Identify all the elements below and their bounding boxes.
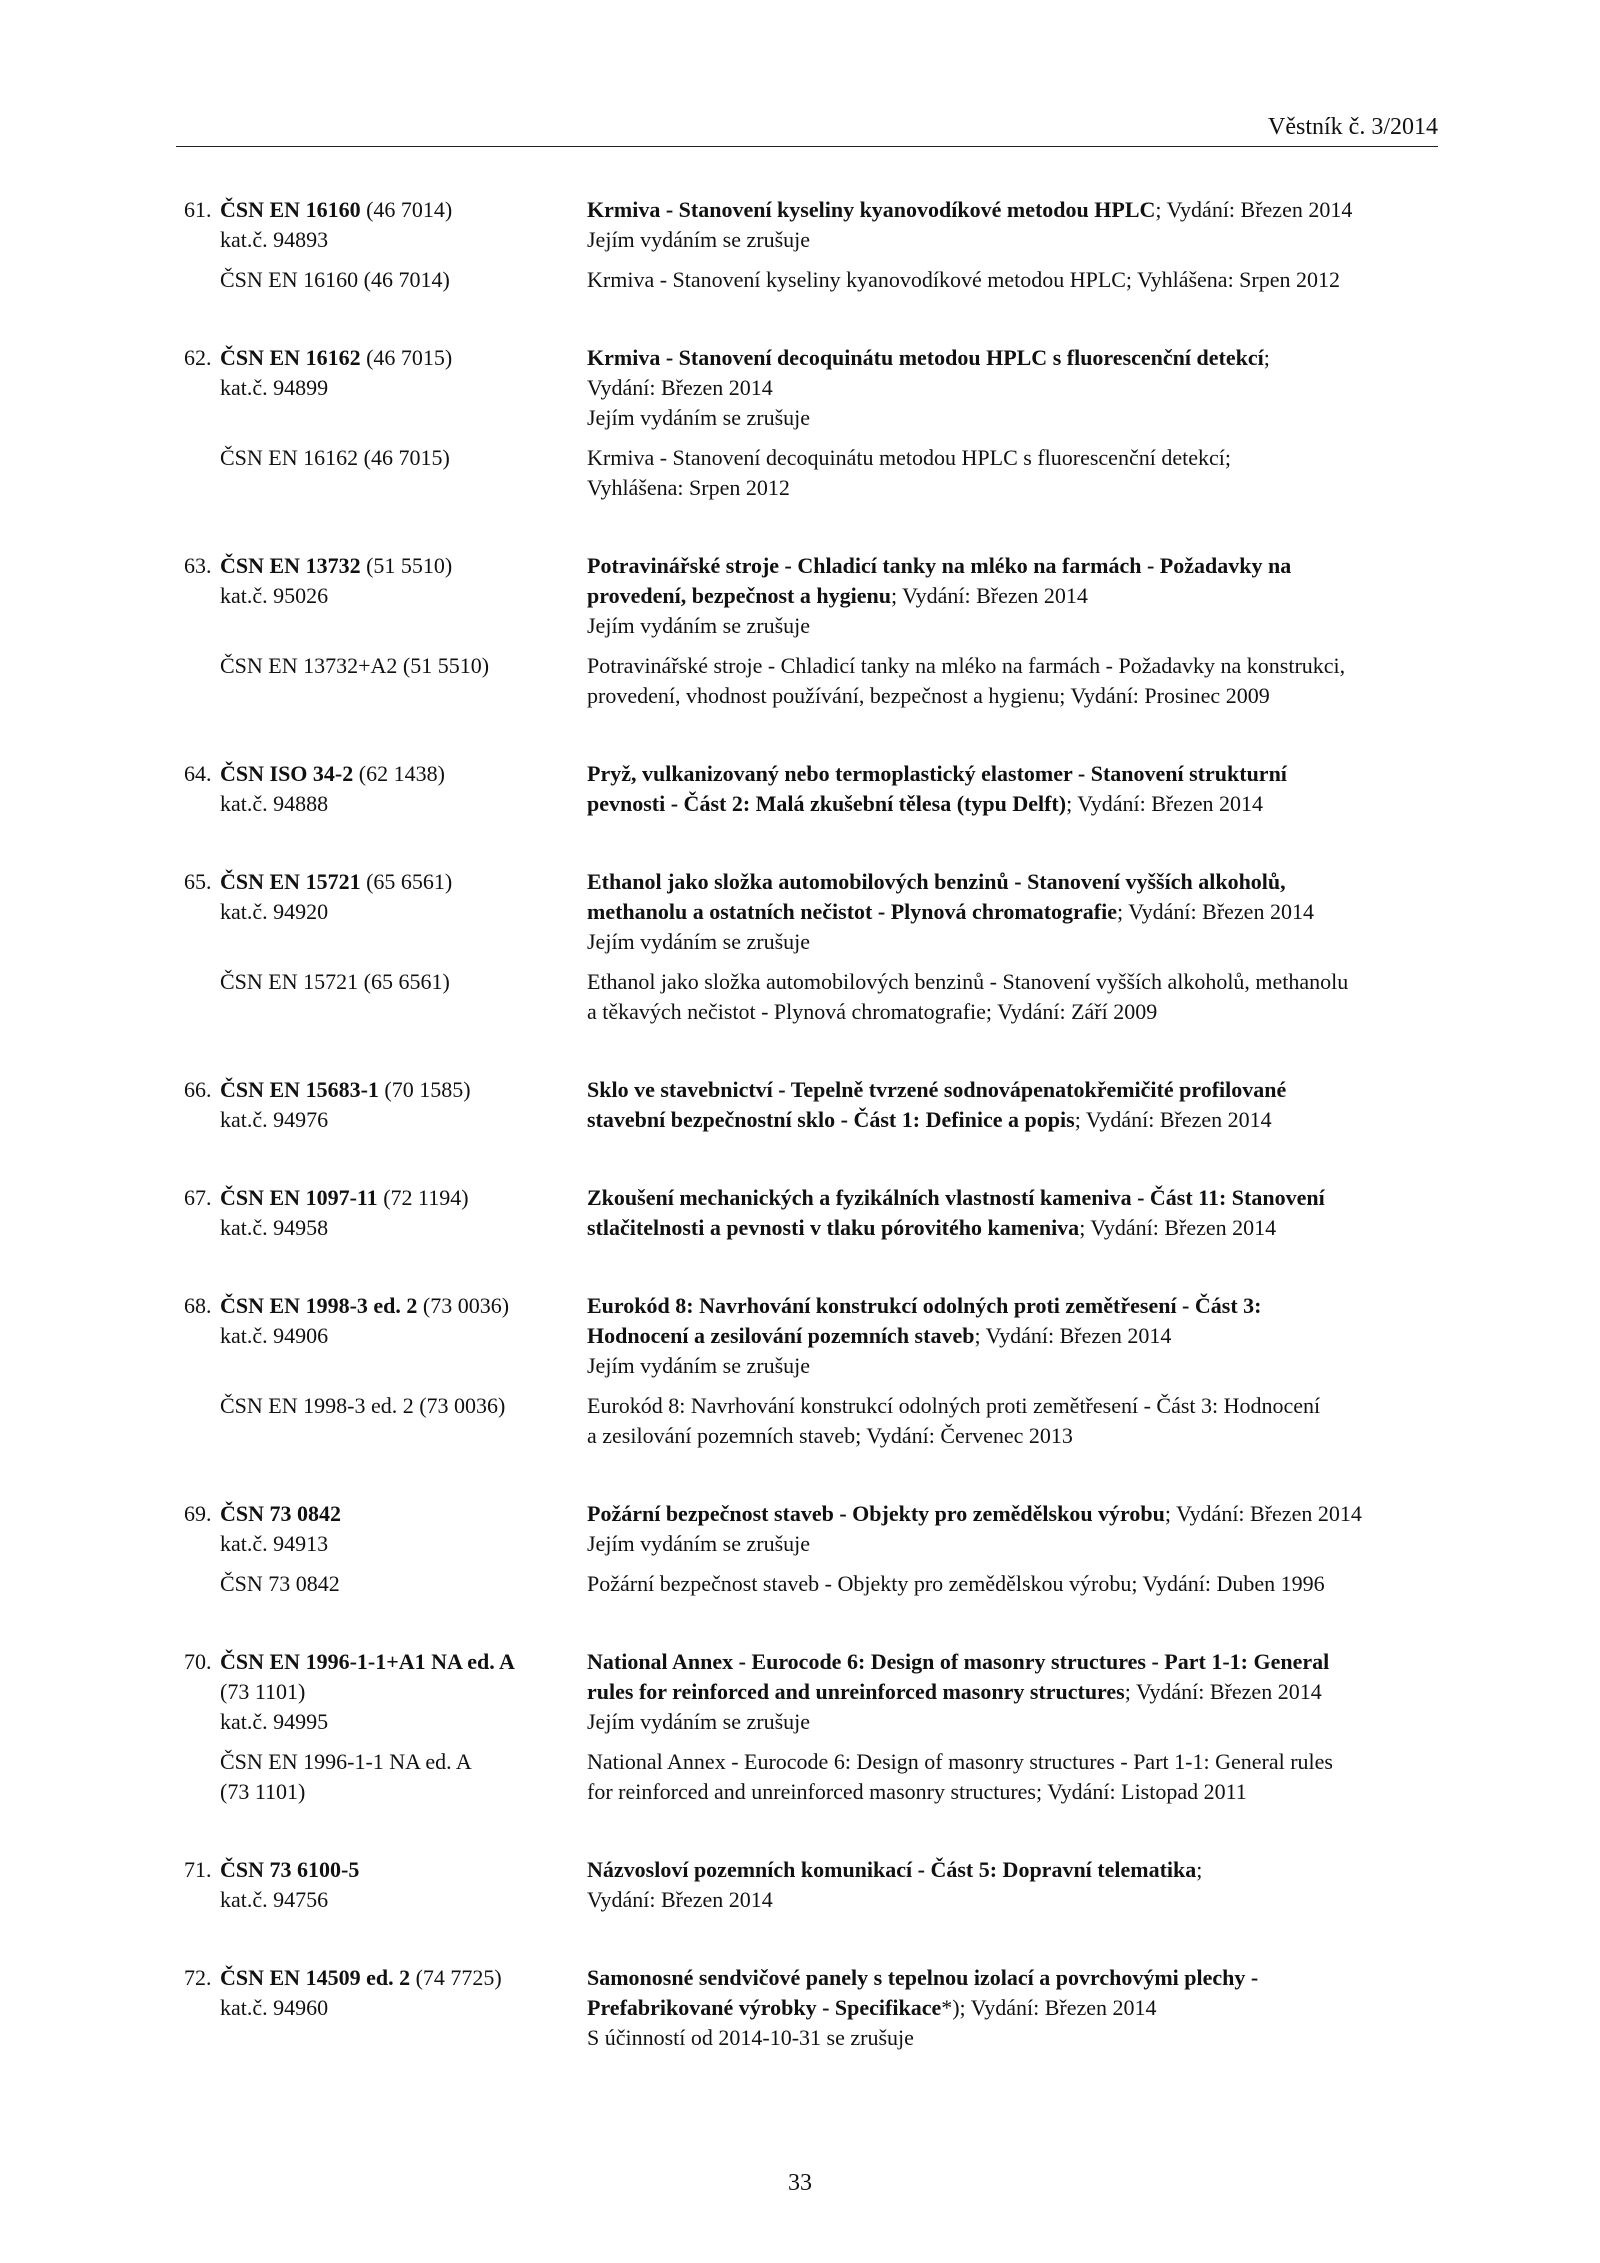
catalog-number: kat.č. 94888 (220, 791, 329, 816)
standard-code (184, 551, 587, 581)
standard-title-rest: ; (1196, 1857, 1203, 1882)
superseded-title-line: National Annex - Eurocode 6: Design of masonry structures - Part 1-1: General rules (587, 1749, 1333, 1774)
standard-title-line (587, 1213, 1439, 1243)
entry-left-column (184, 1855, 587, 1915)
replacement-note: Jejím vydáním se zrušuje (587, 1353, 811, 1378)
standard-title-line (587, 897, 1439, 927)
superseded-code: ČSN EN 13732+A2 (51 5510) (220, 653, 490, 678)
standard-code-bold: ČSN EN 1097-11 (220, 1185, 378, 1210)
standard-title-line (587, 343, 1439, 373)
standard-entry (184, 759, 1439, 819)
superseded-row (184, 1569, 1439, 1599)
entry-left-column (184, 867, 587, 957)
standard-title-bold: pevnosti - Část 2: Malá zkušební tělesa (typu Delft) (587, 791, 1067, 816)
standard-code (184, 1183, 587, 1213)
superseded-title-line: Vyhlášena: Srpen 2012 (587, 475, 790, 500)
superseded-left-column (184, 1569, 587, 1599)
entry-right-column (587, 1963, 1439, 2053)
standard-title-bold: Krmiva - Stanovení kyseliny kyanovodíkové metodou HPLC (587, 197, 1156, 222)
entry-main-row (184, 1183, 1439, 1243)
entry-main-row (184, 1647, 1439, 1737)
standard-title-line (587, 1075, 1439, 1105)
entry-number: 65. (184, 869, 212, 894)
entry-left-column (184, 1291, 587, 1381)
standard-title-bold: stlačitelnosti a pevnosti v tlaku pórovitého kameniva (587, 1215, 1080, 1240)
entry-main-row (184, 343, 1439, 433)
catalog-number: kat.č. 94906 (220, 1323, 329, 1348)
standard-code-class: (73 0036) (417, 1293, 510, 1318)
standards-list (184, 195, 1439, 2101)
superseded-title-line: Ethanol jako složka automobilových benzinů - Stanovení vyšších alkoholů, methanolu (587, 969, 1349, 994)
superseded-left-column (184, 651, 587, 711)
catalog-number: kat.č. 94995 (220, 1709, 329, 1734)
replacement-note: Jejím vydáním se zrušuje (587, 1709, 811, 1734)
superseded-left-column (184, 265, 587, 295)
superseded-code: ČSN EN 1998-3 ed. 2 (73 0036) (220, 1393, 506, 1418)
standard-entry (184, 1855, 1439, 1915)
standard-code-bold: ČSN 73 6100-5 (220, 1857, 360, 1882)
catalog-number: kat.č. 94913 (220, 1531, 329, 1556)
superseded-code: ČSN EN 16162 (46 7015) (220, 445, 450, 470)
standard-entry (184, 195, 1439, 295)
standard-code (184, 1855, 587, 1885)
standard-title-line (587, 1291, 1439, 1321)
standard-code (184, 1075, 587, 1105)
entry-right-column (587, 1183, 1439, 1243)
entry-main-row (184, 759, 1439, 819)
standard-entry (184, 343, 1439, 503)
entry-number: 63. (184, 553, 212, 578)
replacement-note: Jejím vydáním se zrušuje (587, 1531, 811, 1556)
catalog-number: kat.č. 94893 (220, 227, 329, 252)
standard-entry (184, 1183, 1439, 1243)
standard-title-line (587, 759, 1439, 789)
standard-title-rest: ; Vydání: Březen 2014 (1164, 1501, 1362, 1526)
superseded-row (184, 1391, 1439, 1451)
superseded-right-column (587, 967, 1439, 1027)
standard-code (184, 759, 587, 789)
standard-code (184, 1647, 587, 1677)
standard-entry (184, 551, 1439, 711)
superseded-title-line: for reinforced and unreinforced masonry structures; Vydání: Listopad 2011 (587, 1779, 1247, 1804)
entry-left-column (184, 1963, 587, 2053)
standard-title-line (587, 195, 1439, 225)
superseded-title-line: Eurokód 8: Navrhování konstrukcí odolných proti zemětřesení - Část 3: Hodnocení (587, 1393, 1321, 1418)
entry-number: 61. (184, 197, 212, 222)
standard-title-line (587, 581, 1439, 611)
entry-main-row (184, 195, 1439, 255)
standard-code-bold: ČSN EN 15683-1 (220, 1077, 379, 1102)
standard-code-bold: ČSN EN 13732 (220, 553, 361, 578)
standard-title-line (587, 1105, 1439, 1135)
standard-title-rest: Vydání: Březen 2014 (587, 375, 773, 400)
entry-number: 69. (184, 1501, 212, 1526)
standard-code-class: (65 6561) (360, 869, 453, 894)
superseded-left-column (184, 1391, 587, 1451)
standard-code (184, 1499, 587, 1529)
standard-title-line (587, 1963, 1439, 1993)
catalog-number: kat.č. 94920 (220, 899, 329, 924)
standard-title-rest: ; Vydání: Březen 2014 (1079, 1215, 1277, 1240)
standard-title-bold: Názvosloví pozemních komunikací - Část 5: Dopravní telematika (587, 1857, 1197, 1882)
standard-title-rest: ; Vydání: Březen 2014 (974, 1323, 1172, 1348)
catalog-number: kat.č. 94756 (220, 1887, 329, 1912)
superseded-right-column (587, 1569, 1439, 1599)
entry-number: 67. (184, 1185, 212, 1210)
standard-title-bold: Krmiva - Stanovení decoquinátu metodou HPLC s fluorescenční detekcí (587, 345, 1264, 370)
entry-right-column (587, 867, 1439, 957)
superseded-right-column (587, 1747, 1439, 1807)
standard-title-line (587, 1321, 1439, 1351)
entry-main-row (184, 1291, 1439, 1381)
standard-title-bold: provedení, bezpečnost a hygienu (587, 583, 891, 608)
standard-title-line (587, 1677, 1439, 1707)
superseded-left-column (184, 967, 587, 1027)
standard-code-class: (62 1438) (353, 761, 445, 786)
superseded-right-column (587, 1391, 1439, 1451)
standard-title-line (587, 1885, 1439, 1915)
entry-right-column (587, 1291, 1439, 1381)
standard-title-bold: Eurokód 8: Navrhování konstrukcí odolných proti zemětřesení - Část 3: (587, 1293, 1262, 1318)
page-number: 33 (788, 2170, 812, 2196)
replacement-note: Jejím vydáním se zrušuje (587, 613, 811, 638)
entry-left-column (184, 1075, 587, 1135)
standard-title-line (587, 1993, 1439, 2023)
superseded-left-column (184, 1747, 587, 1807)
superseded-title-line: provedení, vhodnost používání, bezpečnost a hygienu; Vydání: Prosinec 2009 (587, 683, 1270, 708)
standard-title-bold: Pryž, vulkanizovaný nebo termoplastický elastomer - Stanovení strukturní (587, 761, 1287, 786)
standard-title-bold: Potravinářské stroje - Chladicí tanky na mléko na farmách - Požadavky na (587, 553, 1292, 578)
entry-left-column (184, 1647, 587, 1737)
superseded-right-column (587, 265, 1439, 295)
standard-title-rest: ; Vydání: Březen 2014 (1124, 1679, 1322, 1704)
standard-title-rest: ; Vydání: Březen 2014 (890, 583, 1088, 608)
entry-left-column (184, 195, 587, 255)
entry-right-column (587, 1855, 1439, 1915)
standard-title-bold: Zkoušení mechanických a fyzikálních vlastností kameniva - Část 11: Stanovení (587, 1185, 1325, 1210)
entry-left-column (184, 1183, 587, 1243)
standard-title-bold: Požární bezpečnost staveb - Objekty pro zemědělskou výrobu (587, 1501, 1165, 1526)
superseded-code: ČSN EN 16160 (46 7014) (220, 267, 450, 292)
superseded-code: ČSN EN 1996-1-1 NA ed. A (220, 1749, 472, 1774)
superseded-title-line: Krmiva - Stanovení kyseliny kyanovodíkové metodou HPLC; Vyhlášena: Srpen 2012 (587, 267, 1341, 292)
entry-left-column (184, 759, 587, 819)
standard-code-class: (51 5510) (360, 553, 453, 578)
entry-main-row (184, 551, 1439, 641)
superseded-row (184, 443, 1439, 503)
replacement-note: Jejím vydáním se zrušuje (587, 405, 811, 430)
standard-title-bold: National Annex - Eurocode 6: Design of masonry structures - Part 1-1: General (587, 1649, 1330, 1674)
standard-code-bold: ČSN EN 16160 (220, 197, 361, 222)
superseded-title-line: Požární bezpečnost staveb - Objekty pro zemědělskou výrobu; Vydání: Duben 1996 (587, 1571, 1325, 1596)
standard-title-rest: *); Vydání: Březen 2014 (941, 1995, 1157, 2020)
superseded-row (184, 967, 1439, 1027)
entry-number: 66. (184, 1077, 212, 1102)
standard-title-rest: ; Vydání: Březen 2014 (1066, 791, 1264, 816)
replacement-note: S účinností od 2014-10-31 se zrušuje (587, 2025, 914, 2050)
standard-code (184, 195, 587, 225)
superseded-row (184, 265, 1439, 295)
replacement-note: Jejím vydáním se zrušuje (587, 929, 811, 954)
standard-title-rest: ; (1263, 345, 1270, 370)
standard-code (184, 1963, 587, 1993)
entry-right-column (587, 759, 1439, 819)
entry-number: 72. (184, 1965, 212, 1990)
superseded-title-line: Potravinářské stroje - Chladicí tanky na mléko na farmách - Požadavky na konstrukci, (587, 653, 1346, 678)
entry-number: 64. (184, 761, 212, 786)
superseded-right-column (587, 651, 1439, 711)
standard-title-line (587, 1499, 1439, 1529)
standard-title-bold: Samonosné sendvičové panely s tepelnou izolací a povrchovými plechy - (587, 1965, 1259, 1990)
standard-title-rest: ; Vydání: Březen 2014 (1155, 197, 1353, 222)
standard-code-bold: ČSN EN 15721 (220, 869, 361, 894)
entry-number: 62. (184, 345, 212, 370)
standard-title-rest: Vydání: Březen 2014 (587, 1887, 773, 1912)
entry-right-column (587, 1499, 1439, 1559)
standard-title-rest: ; Vydání: Březen 2014 (1117, 899, 1314, 924)
standard-title-line (587, 1647, 1439, 1677)
standard-title-line (587, 1855, 1439, 1885)
catalog-number: kat.č. 95026 (220, 583, 329, 608)
entry-right-column (587, 1647, 1439, 1737)
standard-title-line (587, 373, 1439, 403)
standard-title-bold: Hodnocení a zesilování pozemních staveb (587, 1323, 975, 1348)
superseded-code: ČSN EN 15721 (65 6561) (220, 969, 450, 994)
standard-code-class: (46 7015) (360, 345, 453, 370)
superseded-row (184, 1747, 1439, 1807)
standard-title-bold: stavební bezpečnostní sklo - Část 1: Definice a popis (587, 1107, 1075, 1132)
entry-main-row (184, 1963, 1439, 2053)
entry-right-column (587, 1075, 1439, 1135)
superseded-code: ČSN 73 0842 (220, 1571, 340, 1596)
standard-title-line (587, 789, 1439, 819)
standard-title-bold: Ethanol jako složka automobilových benzinů - Stanovení vyšších alkoholů, (587, 869, 1286, 894)
standard-code-bold: ČSN EN 14509 ed. 2 (220, 1965, 411, 1990)
standard-code-class: (74 7725) (410, 1965, 502, 1990)
standard-code-bold: ČSN 73 0842 (220, 1501, 342, 1526)
standard-entry (184, 1647, 1439, 1807)
standard-title-line (587, 551, 1439, 581)
standard-entry (184, 1075, 1439, 1135)
standard-code-class: (73 1101) (220, 1679, 306, 1704)
superseded-row (184, 651, 1439, 711)
entry-main-row (184, 1499, 1439, 1559)
catalog-number: kat.č. 94976 (220, 1107, 329, 1132)
standard-code-bold: ČSN EN 16162 (220, 345, 361, 370)
entry-left-column (184, 551, 587, 641)
entry-left-column (184, 343, 587, 433)
entry-right-column (587, 343, 1439, 433)
entry-number: 71. (184, 1857, 212, 1882)
standard-entry (184, 867, 1439, 1027)
standard-title-line (587, 867, 1439, 897)
standard-code (184, 1291, 587, 1321)
entry-right-column (587, 195, 1439, 255)
bulletin-title: Věstník č. 3/2014 (1268, 114, 1438, 140)
standard-code-bold: ČSN ISO 34-2 (220, 761, 354, 786)
superseded-title-line: a zesilování pozemních staveb; Vydání: Červenec 2013 (587, 1423, 1073, 1448)
standard-entry (184, 1499, 1439, 1599)
standard-title-bold: Sklo ve stavebnictví - Tepelně tvrzené sodnovápenatokřemičité profilované (587, 1077, 1287, 1102)
standard-code (184, 867, 587, 897)
superseded-left-column (184, 443, 587, 503)
standard-code (184, 343, 587, 373)
standard-title-line (587, 1183, 1439, 1213)
catalog-number: kat.č. 94899 (220, 375, 329, 400)
entry-number: 68. (184, 1293, 212, 1318)
standard-entry (184, 1963, 1439, 2053)
superseded-code: (73 1101) (220, 1779, 306, 1804)
standard-title-rest: ; Vydání: Březen 2014 (1074, 1107, 1272, 1132)
superseded-title-line: Krmiva - Stanovení decoquinátu metodou HPLC s fluorescenční detekcí; (587, 445, 1231, 470)
standard-code-class: (72 1194) (377, 1185, 469, 1210)
standard-code-bold: ČSN EN 1998-3 ed. 2 (220, 1293, 418, 1318)
superseded-right-column (587, 443, 1439, 503)
entry-right-column (587, 551, 1439, 641)
catalog-number: kat.č. 94960 (220, 1995, 329, 2020)
standard-entry (184, 1291, 1439, 1451)
entry-left-column (184, 1499, 587, 1559)
catalog-number: kat.č. 94958 (220, 1215, 329, 1240)
entry-main-row (184, 1075, 1439, 1135)
entry-number: 70. (184, 1649, 212, 1674)
entry-main-row (184, 1855, 1439, 1915)
standard-title-bold: methanolu a ostatních nečistot - Plynová chromatografie (587, 899, 1117, 924)
standard-title-bold: Prefabrikované výrobky - Specifikace (587, 1995, 942, 2020)
standard-code-bold: ČSN EN 1996-1-1+A1 NA ed. A (220, 1649, 515, 1674)
page-header (176, 110, 1438, 147)
superseded-title-line: a těkavých nečistot - Plynová chromatografie; Vydání: Září 2009 (587, 999, 1158, 1024)
entry-main-row (184, 867, 1439, 957)
standard-code-class: (46 7014) (360, 197, 453, 222)
standard-code-class: (70 1585) (378, 1077, 471, 1102)
replacement-note: Jejím vydáním se zrušuje (587, 227, 811, 252)
standard-title-bold: rules for reinforced and unreinforced masonry structures (587, 1679, 1125, 1704)
